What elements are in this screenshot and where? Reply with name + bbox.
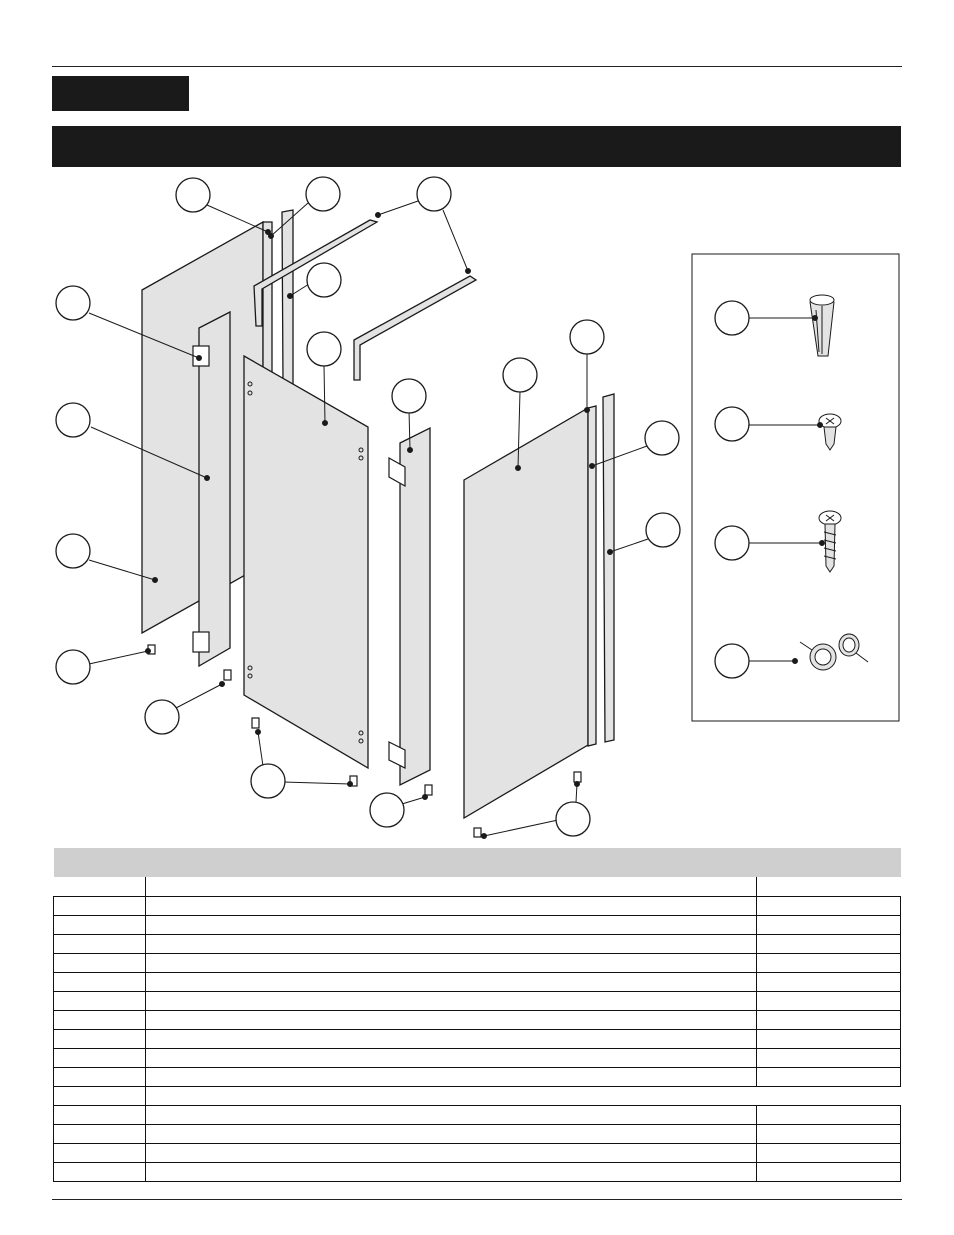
wall-channel-right-b <box>603 394 614 742</box>
bottom-rule <box>52 1199 902 1200</box>
cell-description <box>146 992 757 1011</box>
callout-15 <box>145 700 179 734</box>
callout-21 <box>715 526 749 560</box>
cell-ref <box>54 973 146 992</box>
wall-anchor-icon <box>810 295 834 356</box>
cell-ref <box>54 1068 146 1087</box>
table-row <box>54 1049 901 1068</box>
callout-4 <box>307 263 341 297</box>
clip-small-3 <box>252 718 259 728</box>
cell-description <box>146 935 757 954</box>
cell-qty <box>757 954 901 973</box>
callout-11 <box>645 421 679 455</box>
cell-ref <box>54 1163 146 1182</box>
cell-qty <box>757 1011 901 1030</box>
table-row <box>54 897 901 916</box>
cell-ref <box>54 897 146 916</box>
cell-description <box>146 954 757 973</box>
cell-description <box>146 916 757 935</box>
callout-16 <box>251 764 285 798</box>
cell-qty <box>757 935 901 954</box>
callout-5 <box>56 286 90 320</box>
right-return-panel <box>464 408 588 818</box>
cell-description <box>146 1049 757 1068</box>
callout-19 <box>715 301 749 335</box>
callout-18 <box>556 802 590 836</box>
callout-12 <box>646 513 680 547</box>
table-row <box>54 1030 901 1049</box>
cap-washer-icon <box>800 634 868 670</box>
cell-ref <box>54 1011 146 1030</box>
parts-table-title <box>54 848 901 877</box>
table-row <box>54 1106 901 1125</box>
cell-ref <box>54 916 146 935</box>
cell-description <box>146 1106 757 1125</box>
cell-qty <box>757 1125 901 1144</box>
callout-3 <box>417 177 451 211</box>
cell-ref <box>54 1049 146 1068</box>
cell-description <box>146 1163 757 1182</box>
cell-ref <box>54 1144 146 1163</box>
short-screw-icon <box>819 414 841 450</box>
cell-ref <box>54 1106 146 1125</box>
parts-table <box>53 848 901 1182</box>
callout-13 <box>56 534 90 568</box>
cell-qty <box>757 1049 901 1068</box>
callout-10 <box>56 403 90 437</box>
callout-7 <box>570 320 604 354</box>
wall-channel-right-a <box>588 406 596 746</box>
cell-ref <box>54 1030 146 1049</box>
cell-ref <box>54 1125 146 1144</box>
cell-qty <box>757 1144 901 1163</box>
table-row <box>54 1068 901 1087</box>
clip-small-7 <box>474 828 481 837</box>
parts-table-header-row <box>54 877 901 897</box>
column-ref <box>54 877 146 897</box>
cell-description <box>146 897 757 916</box>
cell-ref <box>54 935 146 954</box>
cell-qty <box>757 916 901 935</box>
callout-9 <box>392 379 426 413</box>
table-row <box>54 992 901 1011</box>
table-row <box>54 973 901 992</box>
cell-qty <box>757 1068 901 1087</box>
table-row <box>54 1144 901 1163</box>
table-row <box>54 935 901 954</box>
cell-ref <box>54 992 146 1011</box>
callout-6 <box>307 332 341 366</box>
cell-description <box>146 1011 757 1030</box>
cell-qty <box>757 992 901 1011</box>
column-description <box>146 877 757 897</box>
table-row <box>54 954 901 973</box>
clip-small-2 <box>224 670 231 680</box>
cell-qty <box>757 1163 901 1182</box>
table-row <box>54 1163 901 1182</box>
clip-small-5 <box>425 785 432 795</box>
callout-1 <box>176 178 210 212</box>
table-row <box>54 1011 901 1030</box>
cell-description <box>146 1030 757 1049</box>
parts-table-title-row <box>54 848 901 877</box>
cell-qty <box>757 1106 901 1125</box>
column-qty <box>757 877 901 897</box>
callout-14 <box>56 650 90 684</box>
support-bar-right <box>354 276 476 380</box>
clip-small-6 <box>574 772 581 782</box>
cell-ref <box>54 954 146 973</box>
door-glass-panel <box>244 356 368 768</box>
cell-ref <box>54 1087 146 1106</box>
cell-qty <box>757 1030 901 1049</box>
cell-description <box>146 1125 757 1144</box>
cell-description <box>146 1068 757 1087</box>
hinge-lower-left <box>193 632 209 652</box>
callout-20 <box>715 407 749 441</box>
cell-description <box>146 1087 901 1106</box>
cell-qty <box>757 897 901 916</box>
cell-description <box>146 1144 757 1163</box>
callout-8 <box>503 358 537 392</box>
table-row <box>54 1087 901 1106</box>
cell-description <box>146 973 757 992</box>
cell-qty <box>757 973 901 992</box>
table-row <box>54 916 901 935</box>
table-row <box>54 1125 901 1144</box>
callout-2 <box>306 177 340 211</box>
callout-22 <box>715 644 749 678</box>
callout-17 <box>370 793 404 827</box>
